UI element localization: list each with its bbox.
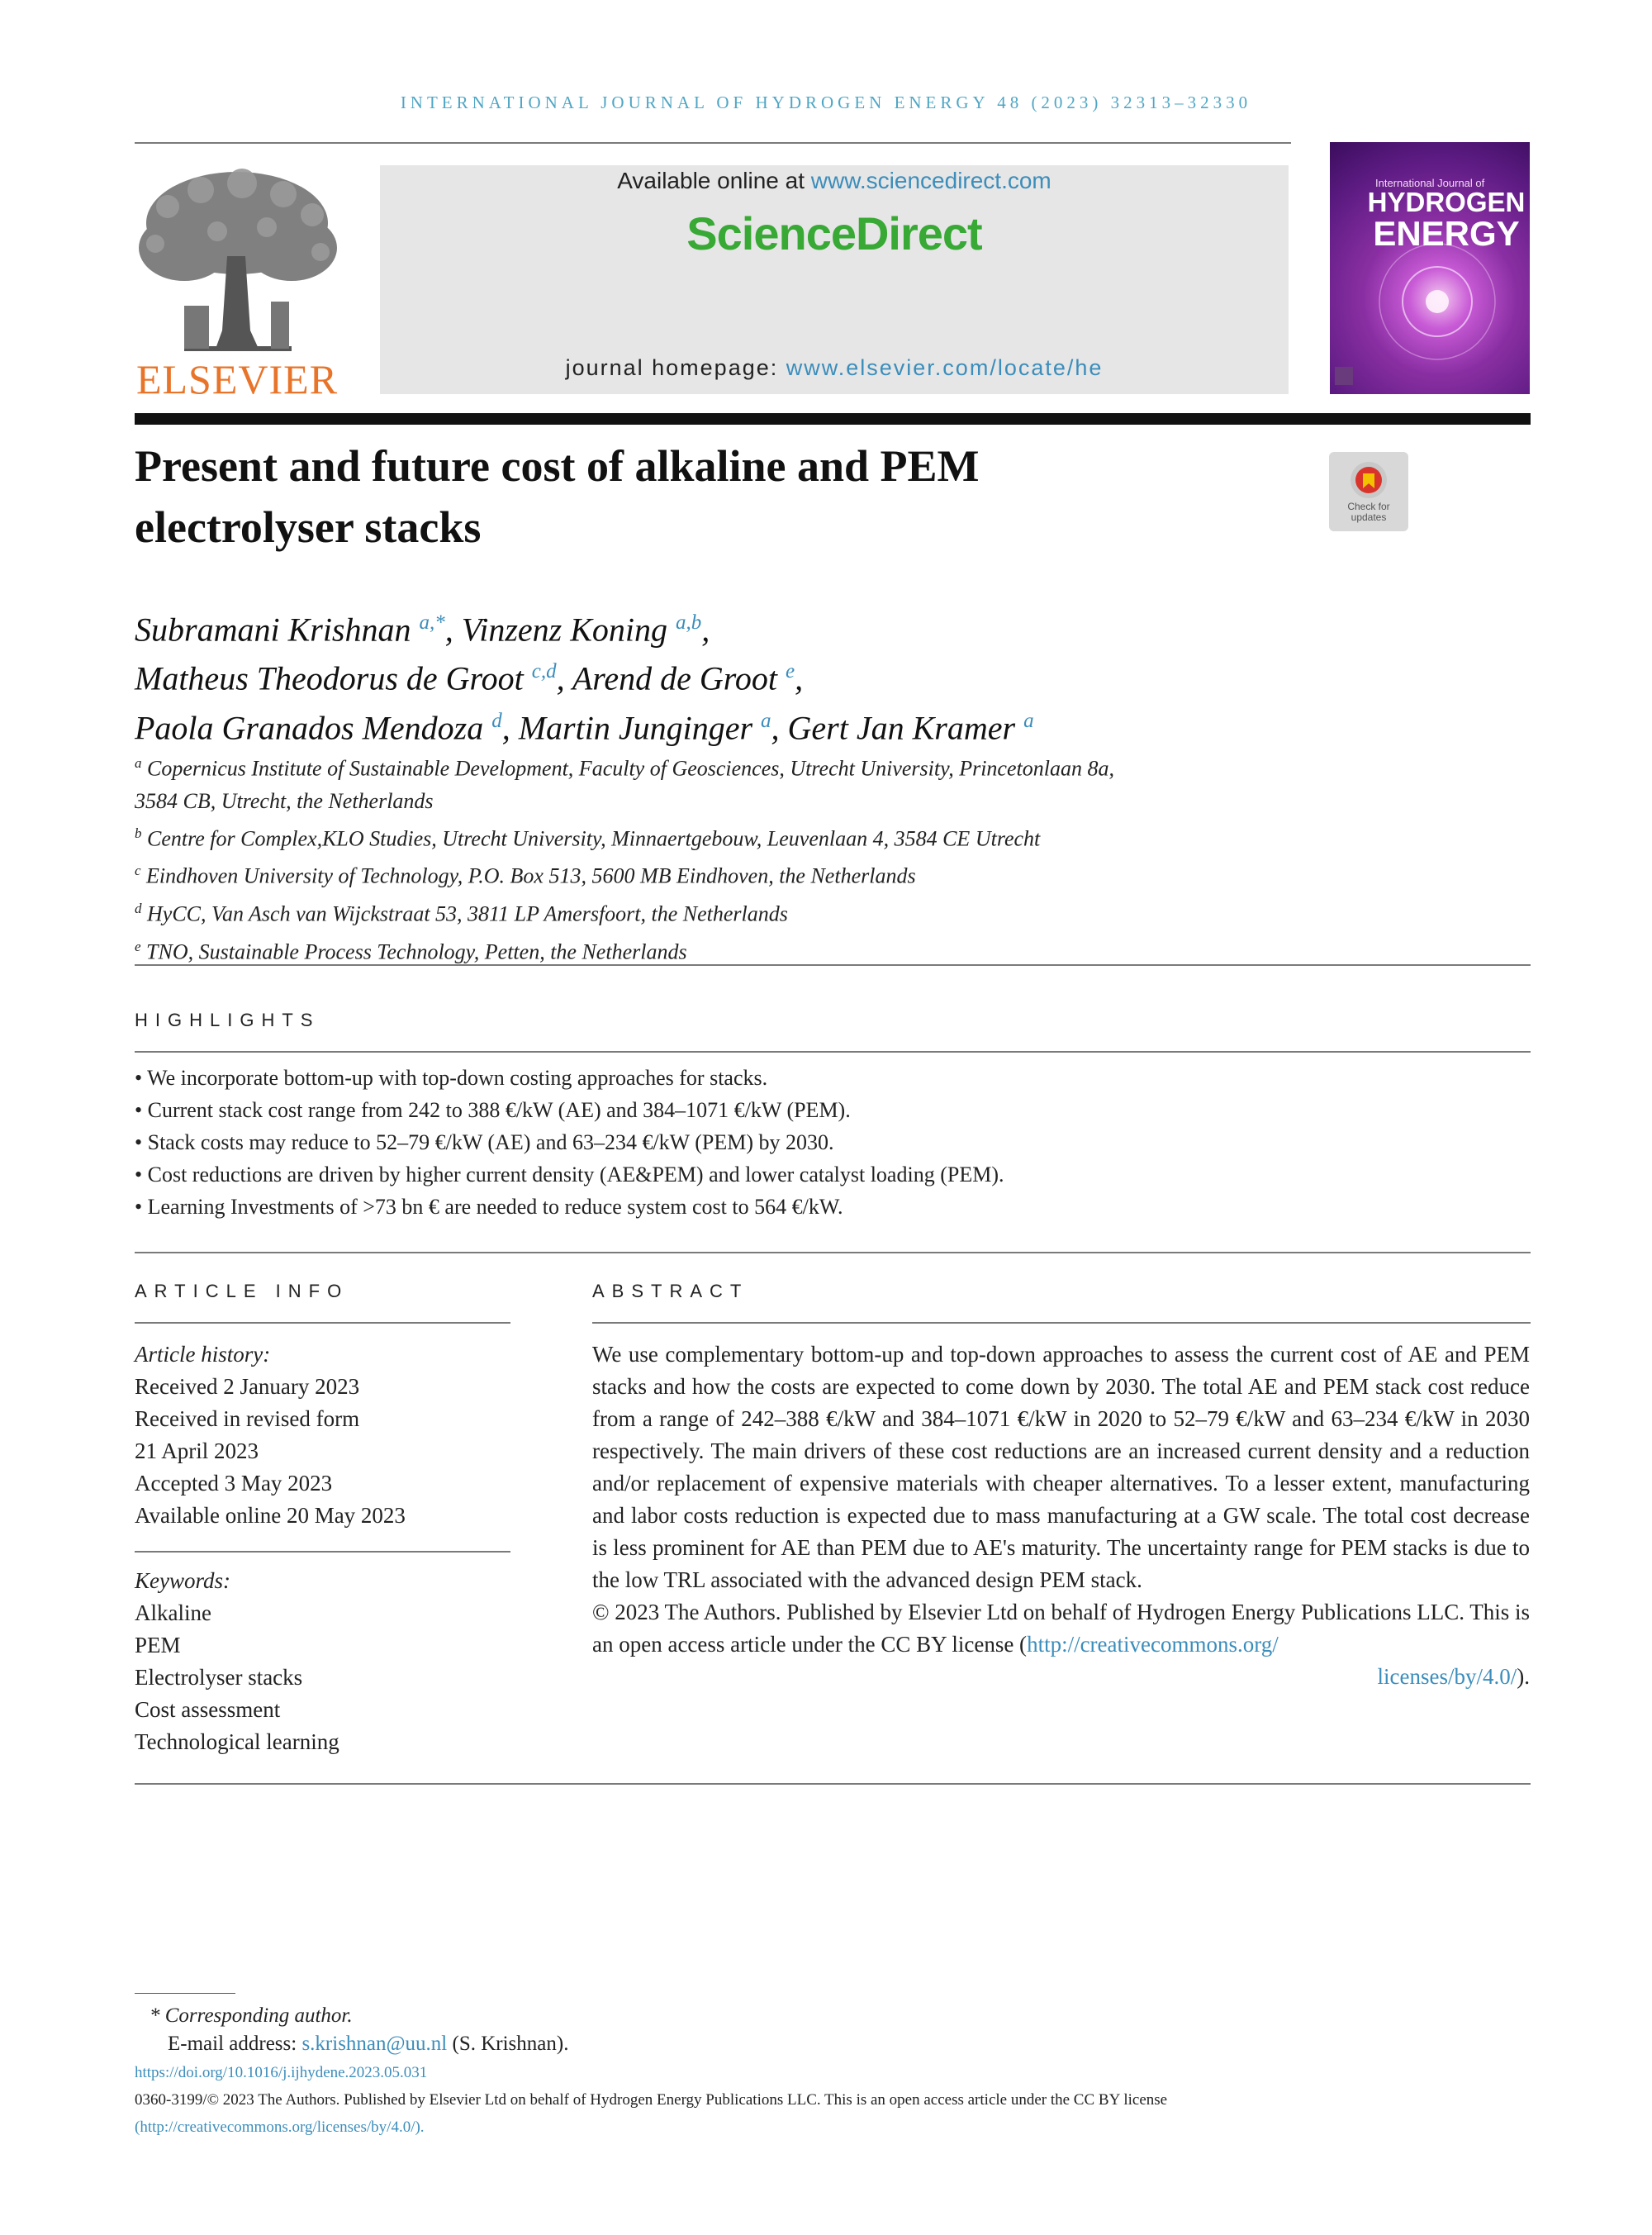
copyright-last-line [592,1661,1530,1693]
elsevier-tree-logo [135,165,339,355]
keywords [135,1565,515,1758]
email-link[interactable]: s.krishnan@uu.nl [301,2033,448,2055]
affiliation-c [135,854,1539,892]
keyword-item: Alkaline [135,1600,211,1625]
highlights-rule [135,1051,1531,1053]
history-item: Received in revised form [135,1406,360,1431]
highlight-text: We incorporate bottom-up with top-down costing approaches for stacks. [147,1066,768,1090]
article-title: Present and future cost of alkaline and PEM electrolyser stacks [135,441,980,552]
highlight-text: Current stack cost range from 242 to 388 €/kW (AE) and 384–1071 €/kW (PEM). [147,1098,851,1122]
author-6-affiliation: a [761,709,771,732]
affiliation-text: HyCC, Van Asch van Wijckstraat 53, 3811 LP Amersfoort, the Netherlands [147,901,788,926]
author-separator: , [701,611,710,649]
copyright-end: ). [1517,1664,1530,1689]
highlight-item: • Current stack cost range from 242 to 388 €/kW (AE) and 384–1071 €/kW (PEM). [135,1098,851,1122]
highlights-list [135,1062,1539,1223]
license-line: 0360-3199/© 2023 The Authors. Published by Elsevier Ltd on behalf of Hydrogen Energy Publications LLC. This is an open access article under the CC BY license [135,2091,1168,2109]
affiliation-text: 3584 CB, Utrecht, the Netherlands [135,788,434,813]
affiliation-mark: e [135,938,141,954]
author-7-affiliation: a [1023,709,1034,732]
affiliation-mark: d [135,900,142,916]
highlight-item: • We incorporate bottom-up with top-down costing approaches for stacks. [135,1066,768,1090]
highlight-item: • Cost reductions are driven by higher current density (AE&PEM) and lower catalyst loading (PEM). [135,1163,1004,1186]
footer-doi-license [135,2059,1539,2141]
author-3-affiliation: c,d [531,660,557,683]
keyword-item: Technological learning [135,1729,339,1754]
affiliation-mark: a [135,755,142,771]
keyword-item: Cost assessment [135,1697,281,1722]
author-4-affiliation: e [785,660,795,683]
email-suffix: (S. Krishnan). [447,2033,569,2055]
title-separator-rule [135,413,1531,425]
author-2[interactable]: Vinzenz Koning [461,611,668,649]
email-label: E-mail address: [168,2033,302,2055]
author-3[interactable]: Matheus Theodorus de Groot [135,659,524,697]
author-7[interactable]: Gert Jan Kramer [787,708,1016,746]
history-item: Available online 20 May 2023 [135,1503,406,1528]
cover-title-line2: ENERGY [1373,214,1520,253]
affiliation-list [135,747,1539,968]
author-separator: , [795,659,804,697]
affiliation-mark: b [135,825,142,841]
keyword-item: Electrolyser stacks [135,1665,303,1690]
cover-title-line1: HYDROGEN [1367,187,1526,217]
affiliation-b [135,817,1539,855]
author-6[interactable]: Martin Junginger [518,708,753,746]
abstract-bottom-rule [135,1783,1531,1785]
abstract-body [592,1339,1530,1693]
keywords-rule [135,1551,510,1553]
abstract-paragraph: We use complementary bottom-up and top-down approaches to assess the current cost of AE and PEM stacks and how the costs are expected to come down by 2030. The total AE and PEM stack cost reduce from a range of 242–388 €/kW and 384–1071 €/kW in 2020 to 52–79 €/kW and 63–234 €/kW in 2030 respectively. The main drivers of these cost reductions are an increased current density and a reduction and/or replacement of expensive materials with cheaper alternatives. To a lesser extent, manufacturing and labor costs reduction is expected due to mass manufacturing at a GW scale. The total cost decrease is less prominent for AE than PEM due to AE's maturity. The uncertainty range for PEM stacks is due to the low TRL associated with the advanced design PEM stack. [592,1342,1530,1592]
affiliation-mark: c [135,863,141,879]
copyright-text: © 2023 The Authors. Published by Elsevier Ltd on behalf of Hydrogen Energy Publications LLC. This is an open access article under the CC BY license ( [592,1600,1530,1657]
affiliation-rule [135,964,1531,966]
journal-homepage-label: journal homepage: [565,355,786,380]
affiliation-text: Copernicus Institute of Sustainable Development, Faculty of Geosciences, Utrecht University, Princetonlaan 8a, [147,756,1114,781]
affiliation-text: Centre for Complex,KLO Studies, Utrecht University, Minnaertgebouw, Leuvenlaan 4, 3584 CE Utrecht [147,826,1041,851]
header-rule [135,142,1291,144]
affiliation-text: Eindhoven University of Technology, P.O. Box 513, 5600 MB Eindhoven, the Netherlands [146,863,916,888]
available-online-line [380,168,1289,194]
highlight-item: • Stack costs may reduce to 52–79 €/kW (AE) and 63–234 €/kW (PEM) by 2030. [135,1130,834,1154]
article-history [135,1339,515,1532]
cover-journal-prefix: International Journal of [1375,177,1485,189]
affiliation-text: TNO, Sustainable Process Technology, Petten, the Netherlands [146,939,687,964]
affiliation-e [135,930,1539,968]
license-link-cont[interactable]: licenses/by/4.0/ [1377,1664,1517,1689]
available-online-label: Available online at [617,168,811,193]
affiliation-a-cont [135,785,1539,817]
highlight-text: Learning Investments of >73 bn € are needed to reduce system cost to 564 €/kW. [147,1195,843,1219]
author-5[interactable]: Paola Granados Mendoza [135,708,484,746]
history-item: Accepted 3 May 2023 [135,1471,333,1496]
cover-journal-title [1367,187,1526,253]
email-line [135,2030,1539,2058]
history-item: 21 April 2023 [135,1438,259,1463]
sciencedirect-brand: ScienceDirect [686,207,982,259]
author-separator: , [501,708,519,746]
article-history-label: Article history: [135,1342,271,1367]
keywords-label: Keywords: [135,1568,230,1593]
author-separator: , [444,611,462,649]
abstract-copyright [592,1596,1530,1693]
abstract-heading: ABSTRACT [592,1281,749,1301]
corresponding-label: * Corresponding author. [150,2004,353,2027]
journal-homepage-link[interactable]: www.elsevier.com/locate/he [786,355,1104,380]
author-separator: , [556,659,572,697]
highlight-text: Cost reductions are driven by higher current density (AE&PEM) and lower catalyst loading (PEM). [147,1163,1004,1186]
highlights-heading: HIGHLIGHTS [135,1010,320,1030]
running-head: INTERNATIONAL JOURNAL OF HYDROGEN ENERGY 48 (2023) 32313–32330 [400,93,1252,112]
author-list [135,602,1539,749]
author-2-affiliation: a,b [676,611,702,634]
article-info-rule [135,1322,510,1324]
author-4[interactable]: Arend de Groot [572,659,777,697]
author-5-affiliation: d [491,709,502,732]
author-separator: , [771,708,788,746]
author-1-affiliation: a,* [419,611,445,634]
affiliation-a [135,747,1539,785]
highlight-text: Stack costs may reduce to 52–79 €/kW (AE) and 63–234 €/kW (PEM) by 2030. [147,1130,834,1154]
keyword-item: PEM [135,1633,181,1657]
license-link[interactable]: http://creativecommons.org/ [1027,1632,1279,1657]
elsevier-wordmark: ELSEVIER [135,356,339,402]
history-item: Received 2 January 2023 [135,1374,360,1399]
check-for-updates-label: Check for updates [1347,501,1390,523]
doi-link[interactable]: https://doi.org/10.1016/j.ijhydene.2023.05.031 [135,2064,428,2081]
highlights-bottom-rule [135,1252,1531,1253]
corresponding-author-note [135,2002,1539,2058]
abstract-rule [592,1322,1531,1324]
highlight-item: • Learning Investments of >73 bn € are needed to reduce system cost to 564 €/kW. [135,1195,843,1219]
affiliation-d [135,892,1539,930]
article-info-heading: ARTICLE INFO [135,1281,349,1301]
footer-license-link[interactable]: (http://creativecommons.org/licenses/by/4.0/). [135,2118,425,2136]
sciencedirect-link[interactable]: www.sciencedirect.com [810,168,1051,193]
journal-homepage-line [380,355,1289,381]
author-1[interactable]: Subramani Krishnan [135,611,411,649]
footnote-rule [135,1993,235,1994]
